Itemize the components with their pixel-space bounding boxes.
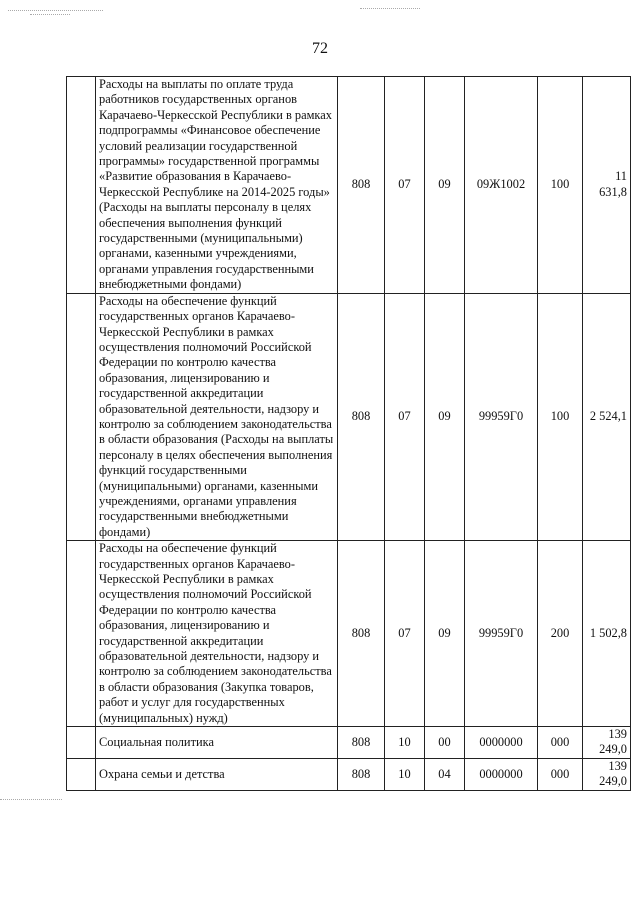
row-subsection-code: 09 xyxy=(425,541,465,727)
row-blank-cell xyxy=(67,727,96,759)
row-target-code: 0000000 xyxy=(465,758,538,790)
row-amount: 1 502,8 xyxy=(583,541,631,727)
scan-artifact xyxy=(0,799,62,800)
table-row xyxy=(67,541,631,727)
row-section-code: 07 xyxy=(385,77,425,294)
row-target-code: 0000000 xyxy=(465,727,538,759)
row-ministry-code: 808 xyxy=(338,77,385,294)
scan-artifact xyxy=(8,10,103,11)
row-description: Расходы на выплаты по оплате труда работников государственных органов Карачаево-Черкесской Республики в рамках подпрограммы «Финансовое обеспечение условий реализации государственной программы» государственной программы «Развитие образования в Карачаево-Черкесской Республике на 2014-2025 годы» (Расходы на выплаты персоналу в целях обеспечения выполнения функций государственными (муниципальными) органами, казенными учреждениями, органами управления государственными внебюджетными фондами) xyxy=(96,77,338,294)
row-amount: 2 524,1 xyxy=(583,293,631,541)
row-section-code: 10 xyxy=(385,758,425,790)
row-expense-type-code: 000 xyxy=(538,758,583,790)
row-blank-cell xyxy=(67,293,96,541)
row-amount: 11 631,8 xyxy=(583,77,631,294)
scan-artifact xyxy=(30,14,70,15)
row-description: Расходы на обеспечение функций государственных органов Карачаево-Черкесской Республики в рамках осуществления полномочий Российской Федерации по контролю качества образования, лицензированию и государственной аккредитации образовательной деятельности, надзору и контролю за соблюдением законодательства в области образования (Расходы на выплаты персоналу в целях обеспечения выполнения функций государственными (муниципальными) органами, казенными учреждениями, органами управления государственными внебюджетными фондами) xyxy=(96,293,338,541)
table-row xyxy=(67,758,631,790)
row-section-code: 10 xyxy=(385,727,425,759)
row-subsection-code: 00 xyxy=(425,727,465,759)
table-row xyxy=(67,293,631,541)
row-target-code: 99959Г0 xyxy=(465,293,538,541)
row-ministry-code: 808 xyxy=(338,541,385,727)
row-blank-cell xyxy=(67,77,96,294)
row-amount: 139 249,0 xyxy=(583,727,631,759)
row-expense-type-code: 100 xyxy=(538,293,583,541)
table-row xyxy=(67,77,631,294)
row-ministry-code: 808 xyxy=(338,758,385,790)
row-blank-cell xyxy=(67,758,96,790)
row-ministry-code: 808 xyxy=(338,293,385,541)
row-target-code: 99959Г0 xyxy=(465,541,538,727)
row-target-code: 09Ж1002 xyxy=(465,77,538,294)
row-description: Социальная политика xyxy=(96,727,338,759)
row-description: Охрана семьи и детства xyxy=(96,758,338,790)
row-expense-type-code: 000 xyxy=(538,727,583,759)
row-ministry-code: 808 xyxy=(338,727,385,759)
budget-table xyxy=(66,76,631,791)
row-subsection-code: 09 xyxy=(425,77,465,294)
scan-artifact xyxy=(360,8,420,9)
row-section-code: 07 xyxy=(385,541,425,727)
row-amount: 139 249,0 xyxy=(583,758,631,790)
row-expense-type-code: 200 xyxy=(538,541,583,727)
page-number: 72 xyxy=(312,40,328,57)
budget-table-body xyxy=(67,77,631,791)
row-expense-type-code: 100 xyxy=(538,77,583,294)
row-description: Расходы на обеспечение функций государственных органов Карачаево-Черкесской Республики в рамках осуществления полномочий Российской Федерации по контролю качества образования, лицензированию и государственной аккредитации образовательной деятельности, надзору и контролю за соблюдением законодательства в области образования (Закупка товаров, работ и услуг для государственных (муниципальных) нужд) xyxy=(96,541,338,727)
table-row xyxy=(67,727,631,759)
row-subsection-code: 04 xyxy=(425,758,465,790)
row-blank-cell xyxy=(67,541,96,727)
row-subsection-code: 09 xyxy=(425,293,465,541)
row-section-code: 07 xyxy=(385,293,425,541)
